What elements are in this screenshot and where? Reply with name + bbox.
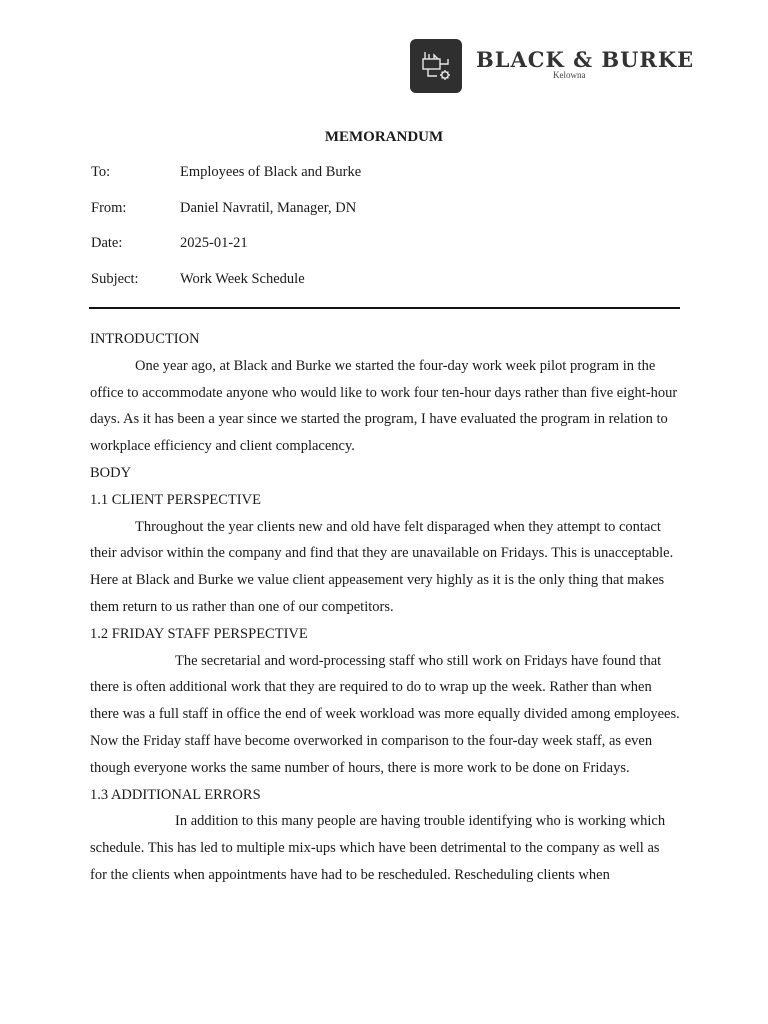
friday-staff-paragraph: The secretarial and word-processing staff who still work on Fridays have found that there is often additional work that they are required to do to wrap up the week. Rather than when there was a full staff in office the end of week workload was more equally divided among employees. Now the Friday staff have become overworked in comparison to the four-day week staff, as even though everyone works the same number of hours, there is more work to be done on Fridays. [90,652,680,776]
logo-city: Kelowna [553,70,586,80]
company-logo [408,38,695,96]
additional-errors-paragraph: In addition to this many people are having trouble identifying who is working which schedule. This has led to multiple mix-ups which have been detrimental to the company as well as for the clients when appointments have had to be rescheduled. Rescheduling clients when [90,813,666,883]
date-value: 2025-01-21 [180,235,248,251]
memo-title: MEMORANDUM [324,129,444,145]
date-label: Date: [91,235,123,251]
memo-body [90,326,680,889]
from-value: Daniel Navratil, Manager, DN [180,200,357,216]
client-perspective-paragraph: Throughout the year clients new and old have felt disparaged when they attempt to contact their advisor within the company and find that they are unavailable on Fridays. This is unacceptable. Here at Black and Burke we value client appeasement very highly as it is the only thing that makes them return to us rather than one of our competitors. [90,518,674,615]
from-label: From: [91,200,127,216]
logo-company-name: BLACK & BURKE [476,47,695,72]
subject-value: Work Week Schedule [180,271,305,287]
header-divider [89,307,680,309]
subject-label: Subject: [91,271,139,287]
introduction-paragraph: One year ago, at Black and Burke we started the four-day work week pilot program in the office to accommodate anyone who would like to work four ten-hour days rather than five eight-hour days. As it has been a year since we started the program, I have evaluated the program in relation to workplace efficiency and client complacency. [90,357,678,455]
to-label: To: [91,164,111,180]
introduction-heading: INTRODUCTION [90,331,200,347]
to-value: Employees of Black and Burke [180,164,362,180]
body-heading: BODY [90,464,132,481]
additional-errors-heading: 1.3 ADDITIONAL ERRORS [90,786,261,803]
factory-gear-icon [410,39,462,93]
client-perspective-heading: 1.1 CLIENT PERSPECTIVE [90,491,261,508]
friday-staff-heading: 1.2 FRIDAY STAFF PERSPECTIVE [90,625,308,642]
